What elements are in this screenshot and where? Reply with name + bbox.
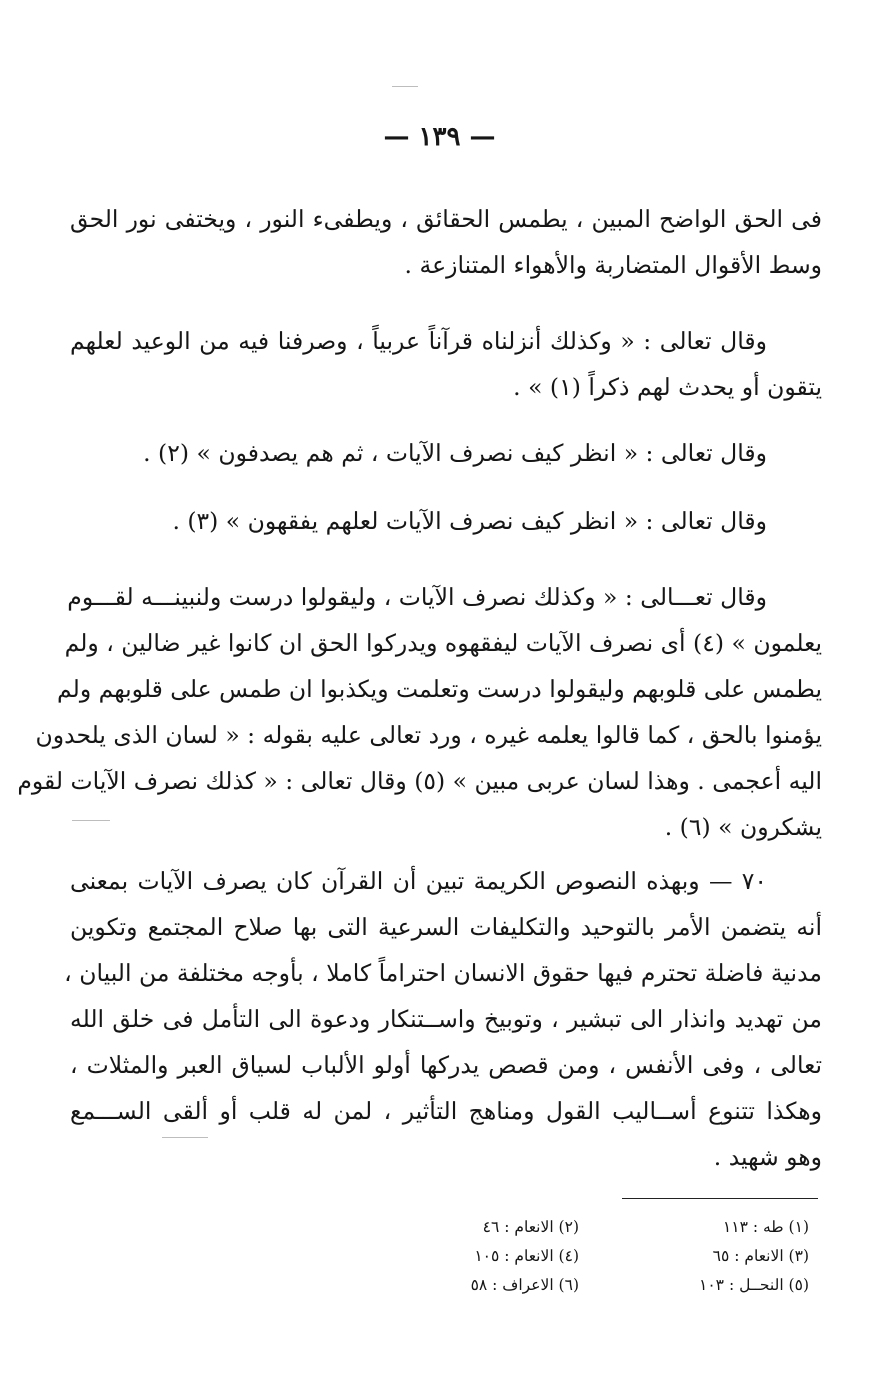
footnote-4: (٤) الانعام : ١٠٥ bbox=[474, 1247, 579, 1265]
text-line: يشكرون » (٦) . bbox=[664, 813, 822, 841]
scan-speck bbox=[72, 820, 110, 821]
text-line: فى الحق الواضح المبين ، يطمس الحقائق ، ويطفىء النور ، ويختفى نور الحق bbox=[70, 205, 822, 233]
text-line: يعلمون » (٤) أى نصرف الآيات ليفقهوه ويدركوا الحق ان كانوا غير ضالين ، ولم bbox=[64, 629, 822, 657]
paragraph-4 bbox=[70, 498, 822, 544]
text-line: تعالى ، وفى الأنفس ، ومن قصص يدركها أولو الألباب لسياق العبر والمثلات ، bbox=[70, 1051, 822, 1079]
scan-speck bbox=[392, 86, 418, 87]
text-line: وقال تعالى : « انظر كيف نصرف الآيات لعلهم يفقهون » (٣) . bbox=[172, 507, 767, 535]
text-line: وقال تعالى : « وكذلك أنزلناه قرآناً عربياً ، وصرفنا فيه من الوعيد لعلهم bbox=[70, 327, 767, 355]
text-line: من تهديد وانذار الى تبشير ، وتوبيخ واســتنكار ودعوة الى التأمل فى خلق الله bbox=[70, 1005, 822, 1033]
text-line: يتقون أو يحدث لهم ذكراً (١) » . bbox=[513, 373, 822, 401]
footnote-separator bbox=[622, 1198, 818, 1199]
text-line: اليه أعجمى . وهذا لسان عربى مبين » (٥) وقال تعالى : « كذلك نصرف الآيات لقوم bbox=[17, 767, 822, 795]
text-line: وسط الأقوال المتضاربة والأهواء المتنازعة . bbox=[404, 251, 822, 279]
text-line: مدنية فاضلة تحترم فيها حقوق الانسان احتراماً كاملا ، بأوجه مختلفة من البيان ، bbox=[64, 959, 822, 987]
text-line: وقال تعـــالى : « وكذلك نصرف الآيات ، وليقولوا درست ولنبينـــه لقـــوم bbox=[67, 583, 767, 611]
text-line: يطمس على قلوبهم وليقولوا درست وتعلمت ويكذبوا ان طمس على قلوبهم ولم bbox=[57, 675, 822, 703]
footnote-1: (١) طه : ١١٣ bbox=[722, 1218, 809, 1236]
footnote-3: (٣) الانعام : ٦٥ bbox=[712, 1247, 809, 1265]
scan-speck bbox=[162, 1137, 208, 1138]
text-line: يؤمنوا بالحق ، كما قالوا يعلمه غيره ، ورد تعالى عليه بقوله : « لسان الذى يلحدون bbox=[35, 721, 822, 749]
paragraph-3 bbox=[70, 430, 822, 476]
page-number: — ١٣٩ — bbox=[383, 122, 496, 152]
paragraph-5 bbox=[17, 574, 822, 850]
paragraph-1 bbox=[70, 196, 822, 288]
paragraph-2 bbox=[70, 318, 822, 410]
text-line: وهكذا تتنوع أســاليب القول ومناهج التأثير ، لمن له قلب أو ألقى الســـمع bbox=[70, 1097, 822, 1125]
footnote-5: (٥) النحــل : ١٠٣ bbox=[699, 1276, 809, 1294]
paragraph-6 bbox=[64, 858, 822, 1180]
text-line: وقال تعالى : « انظر كيف نصرف الآيات ، ثم هم يصدفون » (٢) . bbox=[143, 439, 767, 467]
footnote-6: (٦) الاعراف : ٥٨ bbox=[470, 1276, 579, 1294]
footnote-2: (٢) الانعام : ٤٦ bbox=[482, 1218, 579, 1236]
text-line: وهو شهيد . bbox=[713, 1143, 822, 1171]
text-line: أنه يتضمن الأمر بالتوحيد والتكليفات السرعية التى بها صلاح المجتمع وتكوين bbox=[70, 913, 822, 941]
text-line: ٧٠ — وبهذه النصوص الكريمة تبين أن القرآن كان يصرف الآيات بمعنى bbox=[70, 867, 767, 895]
